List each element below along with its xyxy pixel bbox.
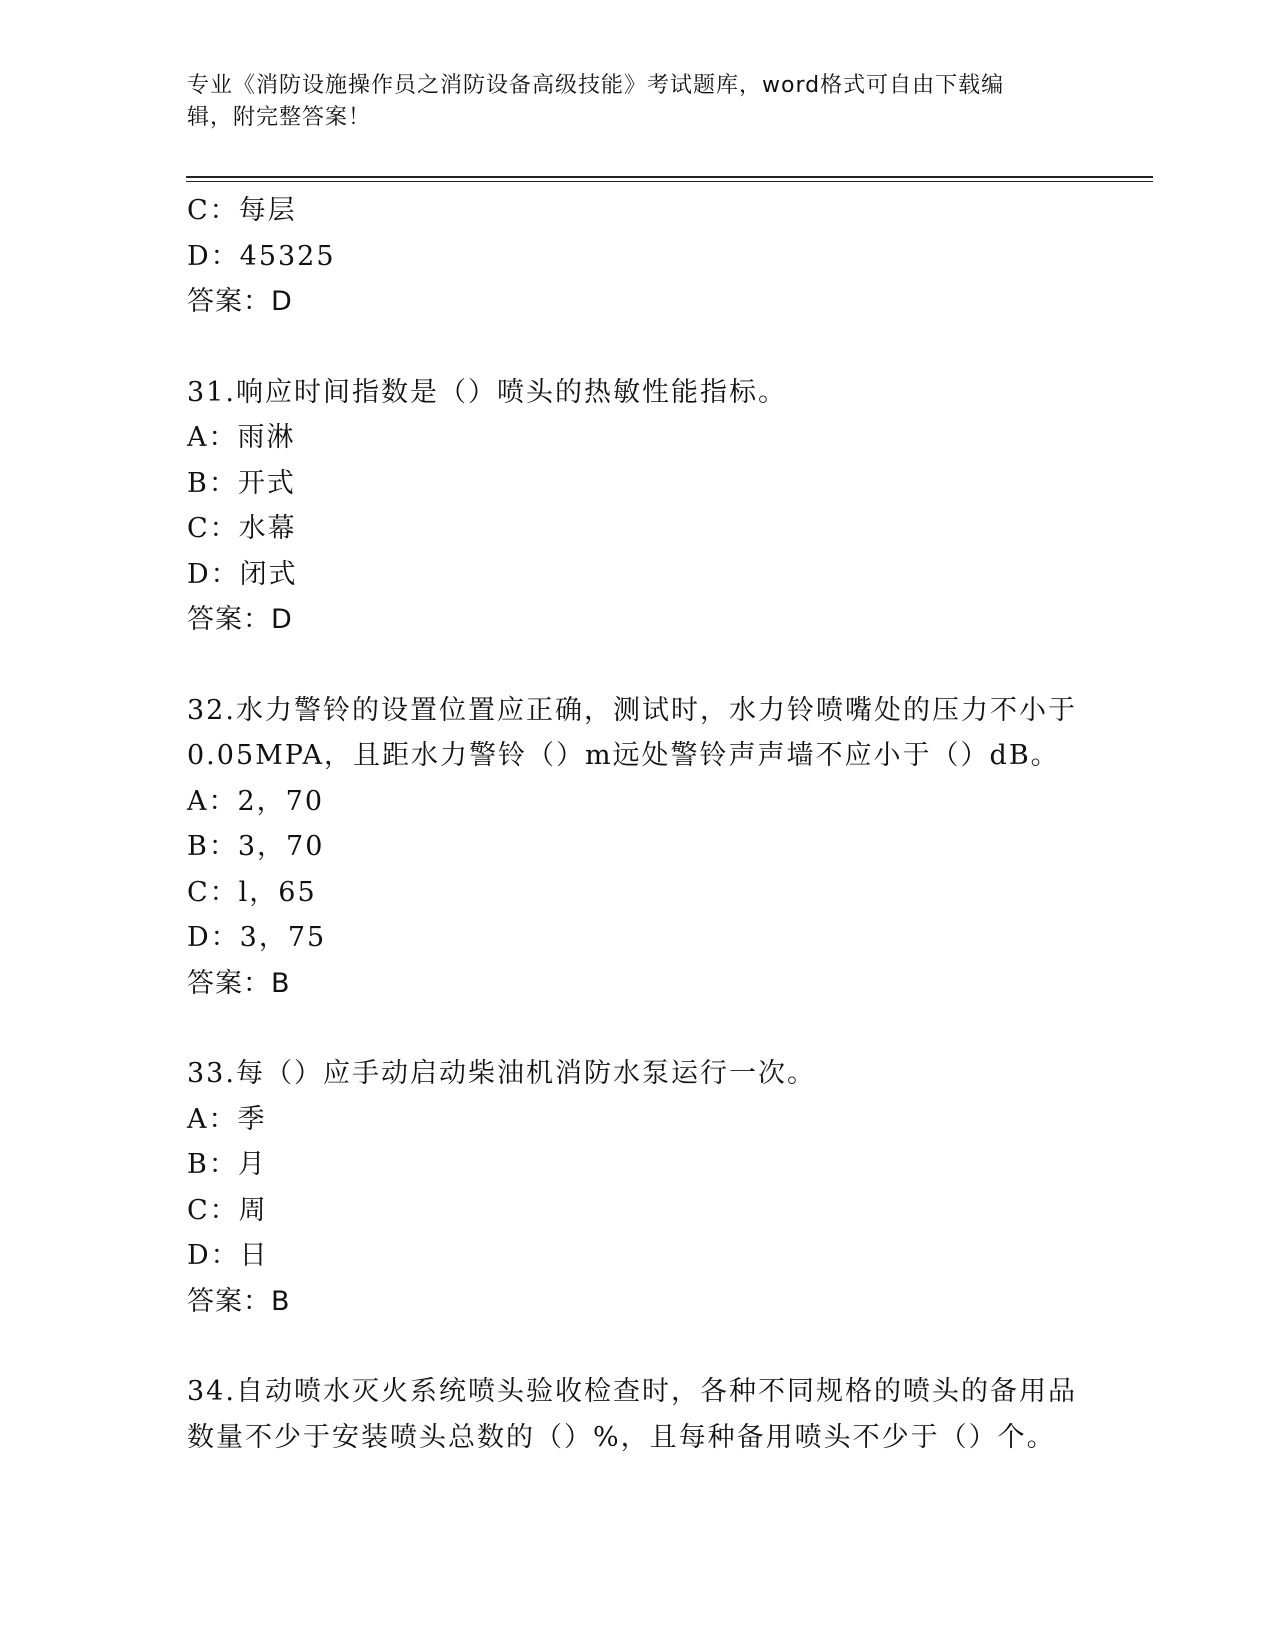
option-c: C：水幕	[187, 513, 297, 544]
option-d: D：日	[187, 1240, 269, 1271]
option-c: C：周	[187, 1194, 268, 1226]
answer-label: 答案：D	[187, 286, 293, 317]
header-divider	[186, 176, 1153, 178]
question-33	[187, 1051, 1087, 1324]
option-b: B：3，70	[187, 831, 325, 862]
option-d: D：45325	[187, 240, 336, 272]
option-d: D：3，75	[187, 922, 327, 953]
question-31	[187, 370, 1087, 643]
question-text: 33.每（）应手动启动柴油机消防水泵运行一次。	[187, 1058, 816, 1089]
header-line-2: 辑，附完整答案！	[187, 105, 372, 130]
option-d: D：闭式	[187, 558, 298, 590]
option-b: B：开式	[187, 467, 296, 499]
question-30-continued	[187, 188, 1087, 325]
header-line-1: 专业《消防设施操作员之消防设备高级技能》考试题库，word格式可自由下载编	[187, 73, 1005, 98]
question-32	[187, 688, 1087, 1007]
question-text-continued: 数量不少于安装喷头总数的（）%，且每种备用喷头不少于（）个。	[187, 1421, 1056, 1453]
spacer	[187, 643, 1087, 688]
option-b: B：月	[187, 1149, 267, 1180]
answer-label: 答案：B	[187, 1285, 291, 1317]
question-text: 34.自动喷水灭火系统喷头验收检查时，各种不同规格的喷头的备用品	[187, 1376, 1077, 1407]
document-header	[187, 70, 1087, 134]
question-34	[187, 1369, 1087, 1460]
question-text: 32.水力警铃的设置位置应正确，测试时，水力铃喷嘴处的压力不小于	[187, 694, 1077, 726]
spacer	[187, 325, 1087, 370]
option-a: A：雨淋	[187, 422, 296, 453]
header-divider-thin	[186, 181, 1153, 182]
question-list	[187, 188, 1087, 1460]
question-text-continued: 0.05MPA，且距水力警铃（）m远处警铃声声墙不应小于（）dB。	[187, 740, 1060, 771]
answer-label: 答案：D	[187, 604, 293, 635]
option-a: A：季	[187, 1103, 267, 1135]
option-c: C：每层	[187, 195, 297, 226]
spacer	[187, 1006, 1087, 1051]
question-text: 31.响应时间指数是（）喷头的热敏性能指标。	[187, 376, 787, 408]
spacer	[187, 1324, 1087, 1369]
answer-label: 答案：B	[187, 967, 291, 999]
option-c: C：l，65	[187, 876, 317, 908]
option-a: A：2，70	[187, 785, 325, 817]
